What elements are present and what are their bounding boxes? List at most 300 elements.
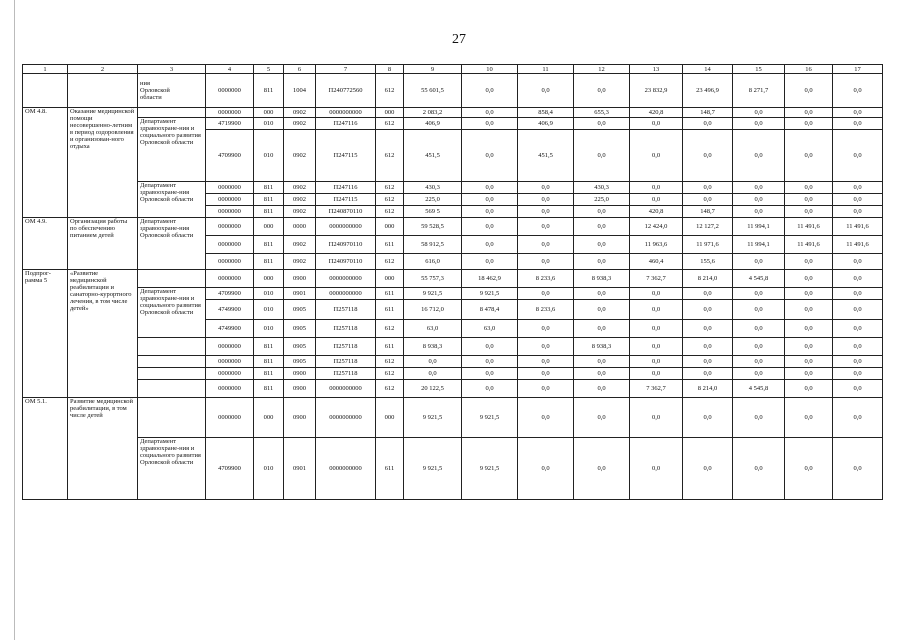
table-cell: 0,0: [630, 398, 683, 438]
table-cell: 0,0: [785, 130, 833, 182]
table-cell: Департамент здравоохране-ния и социального развития Орловской области: [138, 438, 206, 500]
table-cell: 0,0: [785, 438, 833, 500]
table-cell: 9 921,5: [462, 398, 518, 438]
table-cell: 4709900: [206, 288, 254, 300]
table-cell: 0,0: [574, 130, 630, 182]
table-cell: 811: [254, 368, 284, 380]
table-cell: 0,0: [518, 194, 574, 206]
column-header: 4: [206, 65, 254, 74]
table-row: [23, 338, 883, 356]
table-cell: 0,0: [683, 182, 733, 194]
table-cell: 8 938,3: [574, 338, 630, 356]
table-cell: 0,0: [785, 194, 833, 206]
table-cell: 11 491,6: [785, 218, 833, 236]
table-cell: «Развитие медицинской реабилитации и санаторно-курортного лечения, в том числе детей»: [68, 270, 138, 398]
table-cell: 9 921,5: [404, 288, 462, 300]
table-cell: 0000000000: [316, 218, 376, 236]
table-cell: 0,0: [518, 320, 574, 338]
table-cell: 0902: [284, 254, 316, 270]
table-cell: 0,0: [833, 438, 883, 500]
table-cell: 460,4: [630, 254, 683, 270]
table-cell: 010: [254, 118, 284, 130]
table-cell: 0000000: [206, 254, 254, 270]
table-cell: 8 214,0: [683, 380, 733, 398]
table-cell: [138, 380, 206, 398]
table-cell: 0,0: [785, 254, 833, 270]
table-cell: 8 938,3: [404, 338, 462, 356]
table-cell: 0,0: [630, 338, 683, 356]
table-cell: 0,0: [462, 380, 518, 398]
column-header: 10: [462, 65, 518, 74]
table-cell: 0,0: [733, 320, 785, 338]
table-cell: 0,0: [733, 356, 785, 368]
table-cell: 8 233,6: [518, 300, 574, 320]
table-cell: 7 362,7: [630, 270, 683, 288]
table-cell: 0902: [284, 206, 316, 218]
table-cell: 611: [376, 438, 404, 500]
column-header: 3: [138, 65, 206, 74]
table-cell: 0905: [284, 356, 316, 368]
table-cell: 0,0: [785, 300, 833, 320]
table-cell: 0,0: [462, 206, 518, 218]
table-cell: 0,0: [683, 300, 733, 320]
table-cell: 000: [376, 270, 404, 288]
table-row: [23, 182, 883, 194]
table-cell: 612: [376, 194, 404, 206]
table-cell: 0,0: [683, 194, 733, 206]
table-cell: 612: [376, 380, 404, 398]
table-cell: 0,0: [404, 368, 462, 380]
table-cell: 0,0: [574, 380, 630, 398]
table-cell: 11 491,6: [833, 218, 883, 236]
table-cell: 0,0: [785, 288, 833, 300]
table-row: [23, 288, 883, 300]
table-cell: 0,0: [518, 356, 574, 368]
table-cell: П247115: [316, 194, 376, 206]
table-cell: 0,0: [833, 368, 883, 380]
table-cell: 0,0: [462, 118, 518, 130]
table-cell: 0,0: [785, 182, 833, 194]
table-cell: 0,0: [462, 108, 518, 118]
table-cell: 420,8: [630, 108, 683, 118]
table-cell: 0,0: [733, 438, 785, 500]
table-cell: 0,0: [518, 288, 574, 300]
table-cell: 0,0: [833, 130, 883, 182]
table-cell: 0000000: [206, 398, 254, 438]
table-cell: П240970110: [316, 254, 376, 270]
table-cell: 0,0: [833, 356, 883, 368]
table-cell: П257118: [316, 320, 376, 338]
column-header: 16: [785, 65, 833, 74]
table-cell: П240772560: [316, 74, 376, 108]
table-cell: 010: [254, 288, 284, 300]
table-row: [23, 218, 883, 236]
table-cell: 0,0: [518, 254, 574, 270]
table-cell: 612: [376, 74, 404, 108]
table-cell: 0,0: [462, 338, 518, 356]
table-cell: 000: [376, 108, 404, 118]
table-cell: 0,0: [833, 288, 883, 300]
table-cell: 0000000: [206, 194, 254, 206]
table-cell: 0900: [284, 398, 316, 438]
table-cell: 406,9: [518, 118, 574, 130]
table-cell: 55 601,5: [404, 74, 462, 108]
table-cell: 000: [254, 218, 284, 236]
table-cell: 0,0: [574, 356, 630, 368]
table-cell: 811: [254, 254, 284, 270]
table-cell: 0,0: [518, 380, 574, 398]
table-cell: 20 122,5: [404, 380, 462, 398]
table-cell: П257118: [316, 368, 376, 380]
table-cell: Департамент здравоохране-ния Орловской области: [138, 182, 206, 218]
table-cell: 23 496,9: [683, 74, 733, 108]
table-cell: 0,0: [733, 300, 785, 320]
table-cell: 9 921,5: [404, 398, 462, 438]
table-cell: 9 921,5: [404, 438, 462, 500]
table-cell: 63,0: [462, 320, 518, 338]
table-cell: 59 528,5: [404, 218, 462, 236]
table-cell: 858,4: [518, 108, 574, 118]
table-cell: 0905: [284, 300, 316, 320]
table-cell: 0,0: [518, 236, 574, 254]
table-cell: 0,0: [833, 380, 883, 398]
table-cell: 811: [254, 194, 284, 206]
table-cell: Департамент здравоохране-ния и социального развития Орловской области: [138, 288, 206, 338]
column-header: 7: [316, 65, 376, 74]
table-cell: 0902: [284, 118, 316, 130]
table-cell: Департамент здравоохране-ния Орловской области: [138, 218, 206, 270]
table-cell: ОМ 4.8.: [23, 108, 68, 218]
table-cell: 612: [376, 182, 404, 194]
table-cell: 000: [254, 398, 284, 438]
page-number: 27: [452, 32, 466, 47]
table-cell: 9 921,5: [462, 438, 518, 500]
column-header: 15: [733, 65, 785, 74]
table-cell: 0,0: [733, 338, 785, 356]
table-cell: П257118: [316, 338, 376, 356]
table-cell: 0,0: [833, 108, 883, 118]
table-cell: 0,0: [462, 130, 518, 182]
table-cell: 612: [376, 254, 404, 270]
table-cell: 0,0: [518, 206, 574, 218]
table-cell: 612: [376, 206, 404, 218]
table-cell: 0,0: [462, 368, 518, 380]
table-cell: 0,0: [683, 288, 733, 300]
table-cell: 0000000: [206, 108, 254, 118]
table-cell: 58 912,5: [404, 236, 462, 254]
column-header: 8: [376, 65, 404, 74]
column-header: 2: [68, 65, 138, 74]
table-cell: 0000000: [206, 236, 254, 254]
table-cell: 0,0: [630, 194, 683, 206]
table-cell: 010: [254, 320, 284, 338]
table-cell: П240870110: [316, 206, 376, 218]
table-cell: 000: [254, 108, 284, 118]
table-cell: 451,5: [404, 130, 462, 182]
table-cell: 11 491,6: [785, 236, 833, 254]
table-cell: 0,0: [785, 270, 833, 288]
page-edge-line: [14, 0, 15, 640]
table-cell: 0,0: [630, 356, 683, 368]
table-cell: [138, 356, 206, 368]
column-header: 14: [683, 65, 733, 74]
table-cell: 0,0: [833, 338, 883, 356]
table-cell: 0,0: [574, 218, 630, 236]
table-cell: 0,0: [785, 74, 833, 108]
table-cell: 0000000000: [316, 438, 376, 500]
table-cell: 0,0: [462, 254, 518, 270]
table-cell: 11 994,1: [733, 236, 785, 254]
table-cell: 612: [376, 118, 404, 130]
table-cell: 0,0: [785, 108, 833, 118]
table-cell: 225,0: [404, 194, 462, 206]
table-cell: 0,0: [574, 320, 630, 338]
table-cell: 4709900: [206, 130, 254, 182]
table-cell: 0,0: [733, 206, 785, 218]
table-cell: 0,0: [574, 206, 630, 218]
table-cell: 000: [376, 218, 404, 236]
table-cell: Организация работы по обеспечению питанием детей: [68, 218, 138, 270]
table-cell: 612: [376, 130, 404, 182]
table-cell: 0,0: [630, 118, 683, 130]
table-cell: 0000000: [206, 206, 254, 218]
table-cell: 811: [254, 74, 284, 108]
table-cell: 0,0: [683, 398, 733, 438]
table-cell: 11 491,6: [833, 236, 883, 254]
table-cell: 010: [254, 438, 284, 500]
table-cell: 0,0: [833, 118, 883, 130]
table-cell: 4719900: [206, 118, 254, 130]
table-cell: 430,3: [574, 182, 630, 194]
table-cell: 0,0: [574, 118, 630, 130]
table-cell: ния Орловской области: [138, 74, 206, 108]
table-cell: 0,0: [833, 74, 883, 108]
table-cell: 0,0: [630, 300, 683, 320]
table-cell: 4749900: [206, 300, 254, 320]
table-cell: 0000000: [206, 338, 254, 356]
table-cell: ОМ 5.1.: [23, 398, 68, 500]
table-cell: 0,0: [833, 194, 883, 206]
table-cell: 0,0: [518, 338, 574, 356]
column-header: 13: [630, 65, 683, 74]
table-cell: 0,0: [733, 118, 785, 130]
table-cell: П247115: [316, 130, 376, 182]
column-header: 11: [518, 65, 574, 74]
table-cell: 0,0: [833, 270, 883, 288]
table-cell: 0000000: [206, 218, 254, 236]
table-cell: 2 083,2: [404, 108, 462, 118]
table-cell: 4 545,8: [733, 380, 785, 398]
column-header: 5: [254, 65, 284, 74]
table-cell: П240970110: [316, 236, 376, 254]
table-cell: 16 712,0: [404, 300, 462, 320]
column-header: 12: [574, 65, 630, 74]
table-row: [23, 356, 883, 368]
table-cell: 0,0: [733, 254, 785, 270]
table-cell: 811: [254, 236, 284, 254]
table-cell: 0,0: [833, 398, 883, 438]
table-cell: 655,3: [574, 108, 630, 118]
table-cell: 11 994,1: [733, 218, 785, 236]
table-cell: 8 478,4: [462, 300, 518, 320]
table-row: [23, 108, 883, 118]
table-cell: П247116: [316, 118, 376, 130]
table-cell: 811: [254, 356, 284, 368]
column-header: 17: [833, 65, 883, 74]
column-header: 6: [284, 65, 316, 74]
table-cell: 55 757,3: [404, 270, 462, 288]
header-row: [23, 65, 883, 74]
table-cell: 0,0: [630, 288, 683, 300]
table-cell: 611: [376, 300, 404, 320]
table-cell: 0,0: [462, 218, 518, 236]
table-cell: 811: [254, 338, 284, 356]
table-cell: П257118: [316, 356, 376, 368]
table-cell: 0,0: [462, 236, 518, 254]
table-cell: 000: [254, 270, 284, 288]
table-cell: Развитие медицинской реабилитации, в том числе детей: [68, 398, 138, 500]
table-cell: 0,0: [574, 368, 630, 380]
table-cell: 0,0: [630, 320, 683, 338]
table-cell: 0,0: [574, 236, 630, 254]
table-cell: 12 127,2: [683, 218, 733, 236]
table-cell: 0000: [284, 218, 316, 236]
table-cell: ОМ 4.9.: [23, 218, 68, 270]
table-row: [23, 438, 883, 500]
table-cell: 0,0: [733, 398, 785, 438]
table-cell: 0,0: [733, 130, 785, 182]
table-row: [23, 398, 883, 438]
table-cell: 0,0: [462, 182, 518, 194]
table-cell: 0902: [284, 108, 316, 118]
table-cell: 18 462,9: [462, 270, 518, 288]
table-cell: 0905: [284, 338, 316, 356]
column-header: 1: [23, 65, 68, 74]
table-cell: 4709900: [206, 438, 254, 500]
table-cell: 0900: [284, 270, 316, 288]
table-cell: 4 545,8: [733, 270, 785, 288]
table-cell: 1004: [284, 74, 316, 108]
table-row: [23, 368, 883, 380]
table-cell: Оказание медицинской помощи несовершенно-летним в период оздоровления и организован-ного отдыха: [68, 108, 138, 218]
table-cell: 0000000000: [316, 108, 376, 118]
table-cell: 0,0: [518, 438, 574, 500]
table-cell: 010: [254, 130, 284, 182]
table-row: [23, 270, 883, 288]
table-cell: 0,0: [785, 380, 833, 398]
table-cell: 0,0: [574, 74, 630, 108]
table-cell: 0,0: [733, 194, 785, 206]
table-cell: 7 362,7: [630, 380, 683, 398]
table-cell: 0,0: [785, 368, 833, 380]
table-cell: 0,0: [574, 254, 630, 270]
table-cell: 010: [254, 300, 284, 320]
table-cell: 430,3: [404, 182, 462, 194]
table-cell: 0900: [284, 380, 316, 398]
table-cell: 0,0: [574, 438, 630, 500]
table-cell: 0000000: [206, 74, 254, 108]
table-cell: 0,0: [683, 438, 733, 500]
table-cell: 000: [376, 398, 404, 438]
table-cell: 0,0: [833, 206, 883, 218]
table-cell: 8 233,6: [518, 270, 574, 288]
table-cell: 0,0: [404, 356, 462, 368]
table-cell: 0902: [284, 130, 316, 182]
table-cell: [138, 338, 206, 356]
table-cell: 0,0: [785, 356, 833, 368]
table-cell: 0,0: [462, 194, 518, 206]
table-cell: 63,0: [404, 320, 462, 338]
table-cell: 0000000: [206, 380, 254, 398]
table-cell: 811: [254, 206, 284, 218]
table-cell: 0902: [284, 194, 316, 206]
table-cell: 12 424,0: [630, 218, 683, 236]
table-cell: 4749900: [206, 320, 254, 338]
table-cell: 8 938,3: [574, 270, 630, 288]
table-cell: 406,9: [404, 118, 462, 130]
table-cell: 0,0: [683, 368, 733, 380]
table-cell: 0,0: [683, 118, 733, 130]
table-cell: 0000000000: [316, 288, 376, 300]
table-cell: [138, 108, 206, 118]
table-cell: 0,0: [683, 320, 733, 338]
table-cell: 148,7: [683, 206, 733, 218]
table-row: [23, 74, 883, 108]
table-cell: 0,0: [833, 320, 883, 338]
table-cell: 451,5: [518, 130, 574, 182]
budget-table: [22, 64, 883, 500]
table-cell: 611: [376, 288, 404, 300]
table-cell: 0000000000: [316, 398, 376, 438]
table-cell: 0,0: [518, 182, 574, 194]
table-cell: 0902: [284, 236, 316, 254]
table-cell: 0,0: [518, 368, 574, 380]
table-cell: 0,0: [574, 398, 630, 438]
table-cell: 0,0: [733, 288, 785, 300]
table-cell: [138, 398, 206, 438]
table-cell: 0,0: [462, 356, 518, 368]
table-cell: 0901: [284, 438, 316, 500]
table-cell: [23, 74, 68, 108]
table-cell: 420,8: [630, 206, 683, 218]
table-cell: 0,0: [462, 74, 518, 108]
table-cell: 0,0: [733, 368, 785, 380]
table-cell: 0,0: [833, 182, 883, 194]
table-cell: 8 214,0: [683, 270, 733, 288]
table-cell: 0,0: [630, 438, 683, 500]
table-cell: 0,0: [630, 130, 683, 182]
table-cell: 11 963,6: [630, 236, 683, 254]
table-cell: 0,0: [833, 300, 883, 320]
table-cell: 612: [376, 356, 404, 368]
table-cell: П257118: [316, 300, 376, 320]
table-cell: 0,0: [630, 182, 683, 194]
table-cell: 0,0: [518, 398, 574, 438]
table-cell: 0000000000: [316, 380, 376, 398]
table-cell: 0901: [284, 288, 316, 300]
table-cell: 0,0: [683, 130, 733, 182]
table-cell: 0905: [284, 320, 316, 338]
table-cell: 11 971,6: [683, 236, 733, 254]
table-cell: 811: [254, 380, 284, 398]
table-cell: 611: [376, 338, 404, 356]
table-cell: 0,0: [733, 108, 785, 118]
table-cell: 0,0: [733, 182, 785, 194]
table-cell: 611: [376, 236, 404, 254]
table-cell: 0000000: [206, 182, 254, 194]
column-header: 9: [404, 65, 462, 74]
table-cell: 148,7: [683, 108, 733, 118]
